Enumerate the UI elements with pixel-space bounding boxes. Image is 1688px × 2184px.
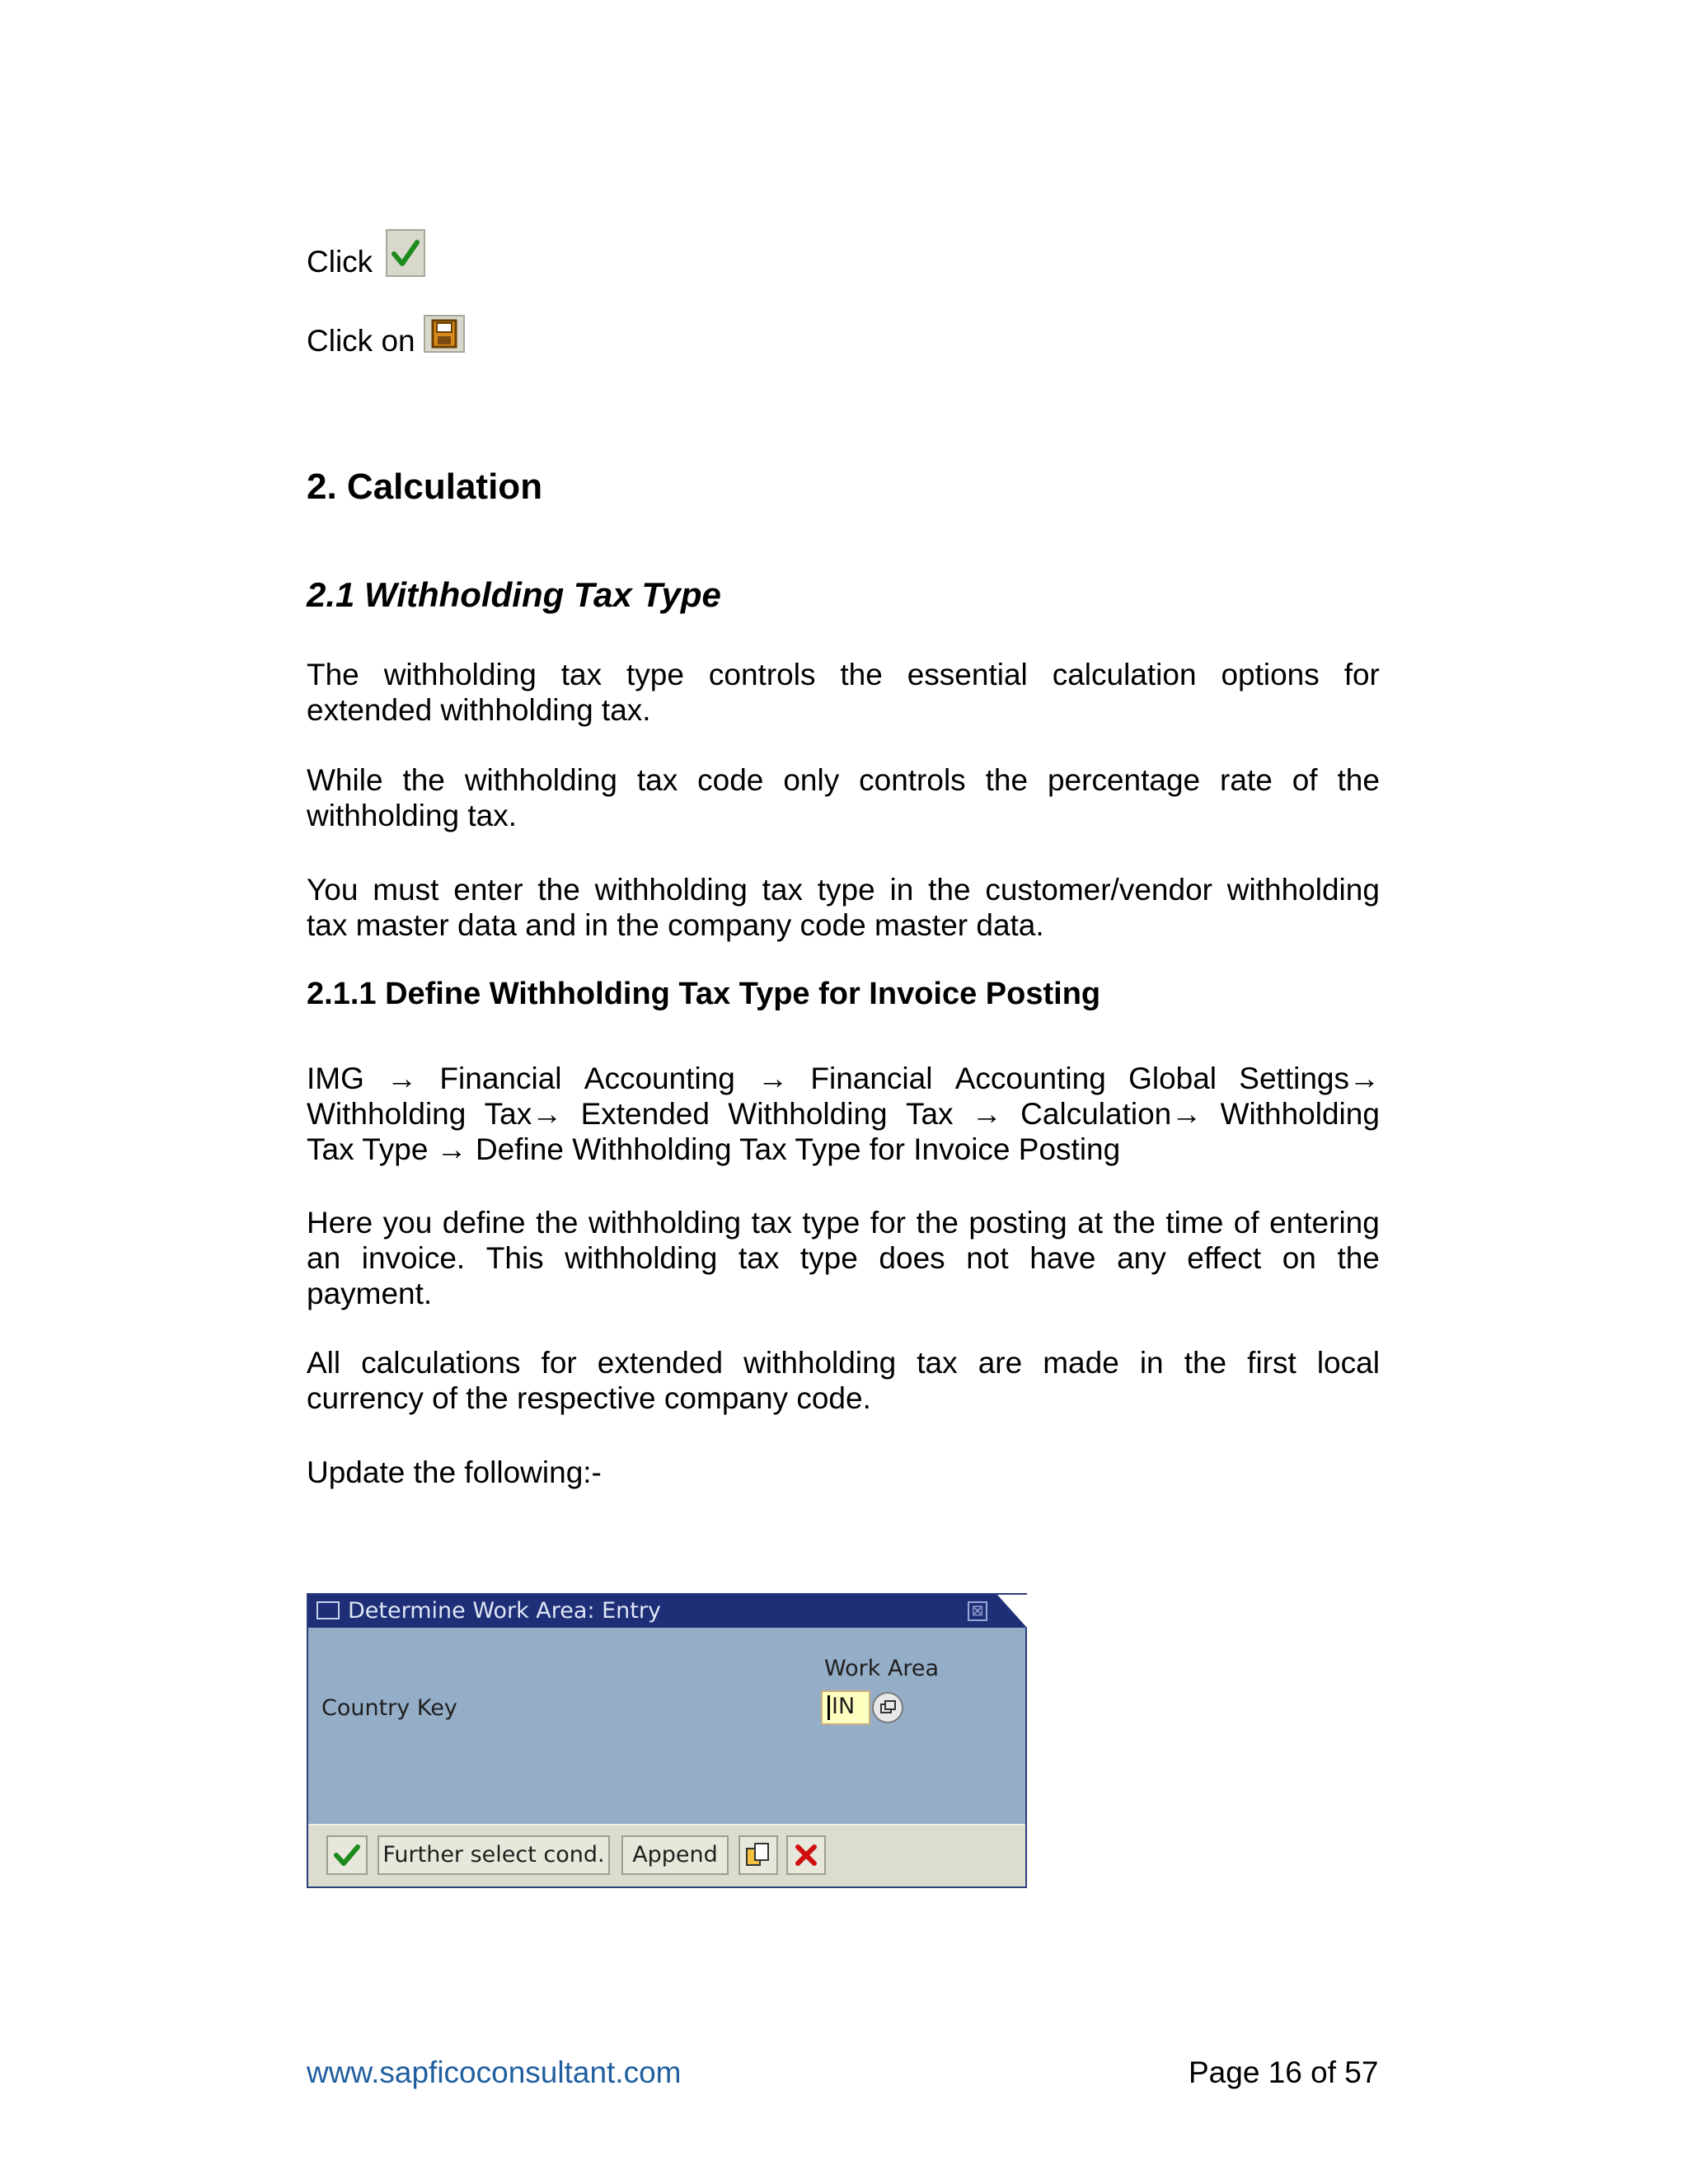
word: the [916, 1206, 959, 1240]
word: extended [597, 1346, 724, 1380]
word: any [1117, 1241, 1166, 1275]
word: code [697, 763, 764, 797]
footer-page-number: Page 16 of 57 [1189, 2055, 1379, 2089]
word: the [536, 1206, 579, 1240]
word: first [1247, 1346, 1296, 1380]
word: have [1029, 1241, 1096, 1275]
justified-line [307, 1240, 1380, 1276]
paragraph-line: extended withholding tax. [307, 693, 651, 727]
word: effect [1187, 1241, 1262, 1275]
paragraph-tax-code-controls [307, 762, 1380, 833]
word: on [1282, 1241, 1316, 1275]
word: withholding [565, 1241, 718, 1275]
confirm-button[interactable] [326, 1835, 368, 1875]
word: type [626, 658, 684, 691]
justified-line [307, 657, 1380, 692]
word: are [978, 1346, 1023, 1380]
word: options [1221, 658, 1320, 691]
word: an [307, 1241, 341, 1275]
word: type [802, 1206, 860, 1240]
word: withholding [743, 1346, 897, 1380]
word: This [485, 1241, 544, 1275]
word: Tax→ [484, 1097, 563, 1131]
word: made [1043, 1346, 1119, 1380]
word: of [1292, 763, 1318, 797]
word: for [1343, 658, 1380, 691]
word: for [541, 1346, 577, 1380]
word: time [1165, 1206, 1224, 1240]
instruction-save-line [307, 323, 465, 359]
word: Withholding [728, 1097, 888, 1131]
word: Calculation→ [1020, 1097, 1203, 1131]
paragraph-line: payment. [307, 1277, 433, 1310]
word: type [817, 873, 875, 907]
word: of [1233, 1206, 1259, 1240]
multiple-selection-icon [740, 1837, 776, 1873]
word: rate [1220, 763, 1273, 797]
word: the [985, 763, 1029, 797]
word: must [373, 873, 439, 907]
determine-work-area-dialog [307, 1593, 1027, 1888]
word: the [1337, 763, 1380, 797]
dialog-title: Determine Work Area: Entry [348, 1598, 661, 1624]
word: → [387, 1062, 418, 1095]
word: local [1316, 1346, 1380, 1380]
save-icon [424, 315, 465, 353]
justified-line [307, 1061, 1380, 1096]
word: type [799, 1241, 858, 1275]
word: tax [917, 1346, 958, 1380]
word: you [382, 1206, 433, 1240]
word: tax [751, 1206, 792, 1240]
word: The [307, 658, 359, 691]
cancel-button[interactable] [786, 1835, 826, 1875]
instruction-click-text: Click [307, 245, 373, 279]
dialog-toolbar [308, 1824, 1025, 1886]
subsection-heading-define-tax-type: 2.1.1 Define Withholding Tax Type for Invoice Posting [307, 977, 1101, 1011]
word: calculations [361, 1346, 521, 1380]
append-button[interactable]: Append [621, 1835, 729, 1875]
word: Financial [810, 1062, 933, 1095]
further-select-cond-button[interactable]: Further select cond. [377, 1835, 610, 1875]
word: tax [762, 873, 803, 907]
cancel-icon [788, 1837, 824, 1873]
word: tax [738, 1241, 780, 1275]
word: enter [453, 873, 523, 907]
word: posting [968, 1206, 1067, 1240]
word: Accounting [954, 1062, 1106, 1095]
word: define [442, 1206, 526, 1240]
word: Withholding [1220, 1097, 1380, 1131]
word: Settings→ [1239, 1062, 1380, 1095]
word: → [757, 1062, 789, 1095]
paragraph-line: tax master data and in the company code master data. [307, 908, 1044, 942]
checkmark-icon [386, 229, 425, 277]
word: Accounting [584, 1062, 735, 1095]
paragraph-local-currency [307, 1345, 1380, 1416]
country-key-label: Country Key [321, 1695, 457, 1721]
word: does [879, 1241, 945, 1275]
word: the [537, 873, 580, 907]
word: controls [859, 763, 966, 797]
word: customer/vendor [985, 873, 1212, 907]
word: only [783, 763, 840, 797]
word: in [1139, 1346, 1164, 1380]
multiple-selection-button[interactable] [738, 1835, 778, 1875]
close-icon[interactable]: ⊠ [968, 1601, 987, 1621]
justified-line [307, 1096, 1380, 1132]
word: withholding [588, 1206, 742, 1240]
word: tax [636, 763, 678, 797]
word: While [307, 763, 383, 797]
word: Here [307, 1206, 373, 1240]
justified-line [307, 1205, 1380, 1240]
work-area-input[interactable] [821, 1690, 870, 1725]
paragraph-line: Tax Type → Define Withholding Tax Type for Invoice Posting [307, 1132, 1121, 1166]
word: Global [1128, 1062, 1217, 1095]
value-help-icon[interactable] [872, 1692, 903, 1723]
word: not [966, 1241, 1009, 1275]
paragraph-tax-type-controls [307, 657, 1380, 728]
column-header-work-area: Work Area [824, 1656, 940, 1681]
word: Financial [439, 1062, 562, 1095]
word: entering [1269, 1206, 1380, 1240]
word: withholding [594, 873, 748, 907]
paragraph-line: withholding tax. [307, 799, 518, 832]
word: withholding [383, 658, 537, 691]
word: the [1113, 1206, 1156, 1240]
word: the [402, 763, 445, 797]
instruction-click-line [307, 244, 425, 279]
word: for [870, 1206, 907, 1240]
word: essential [907, 658, 1028, 691]
word: You [307, 873, 359, 907]
word: Tax [905, 1097, 954, 1131]
word: at [1077, 1206, 1104, 1240]
section-heading-calculation: 2. Calculation [307, 466, 543, 507]
dialog-title-bar [308, 1595, 1025, 1628]
word: tax [560, 658, 603, 691]
word: invoice. [361, 1241, 466, 1275]
word: → [971, 1097, 1002, 1131]
paragraph-invoice-posting [307, 1205, 1380, 1311]
section-heading-withholding-tax-type: 2.1 Withholding Tax Type [307, 575, 721, 614]
window-icon [316, 1601, 340, 1619]
title-corner [997, 1595, 1027, 1628]
paragraph-master-data [307, 872, 1380, 943]
word: All [307, 1346, 341, 1380]
word: withholding [464, 763, 617, 797]
justified-line [307, 872, 1380, 907]
word: the [840, 658, 883, 691]
word: percentage [1047, 763, 1201, 797]
paragraph-line: currency of the respective company code. [307, 1381, 871, 1415]
justified-line [307, 762, 1380, 798]
footer-website-link[interactable]: www.sapficoconsultant.com [307, 2055, 682, 2089]
word: the [928, 873, 971, 907]
word: in [889, 873, 914, 907]
justified-line [307, 1345, 1380, 1380]
word: Withholding [307, 1097, 467, 1131]
work-area-value: IN [832, 1694, 856, 1719]
word: withholding [1226, 873, 1380, 907]
word: controls [708, 658, 816, 691]
word: calculation [1052, 658, 1197, 691]
word: IMG [307, 1062, 364, 1095]
img-menu-path [307, 1061, 1380, 1167]
text-cursor [828, 1695, 830, 1720]
word: the [1184, 1346, 1227, 1380]
paragraph-update-following: Update the following:- [307, 1455, 602, 1489]
checkmark-icon [328, 1837, 366, 1873]
word: the [1337, 1241, 1380, 1275]
word: Extended [580, 1097, 710, 1131]
instruction-click-on-text: Click on [307, 324, 415, 358]
